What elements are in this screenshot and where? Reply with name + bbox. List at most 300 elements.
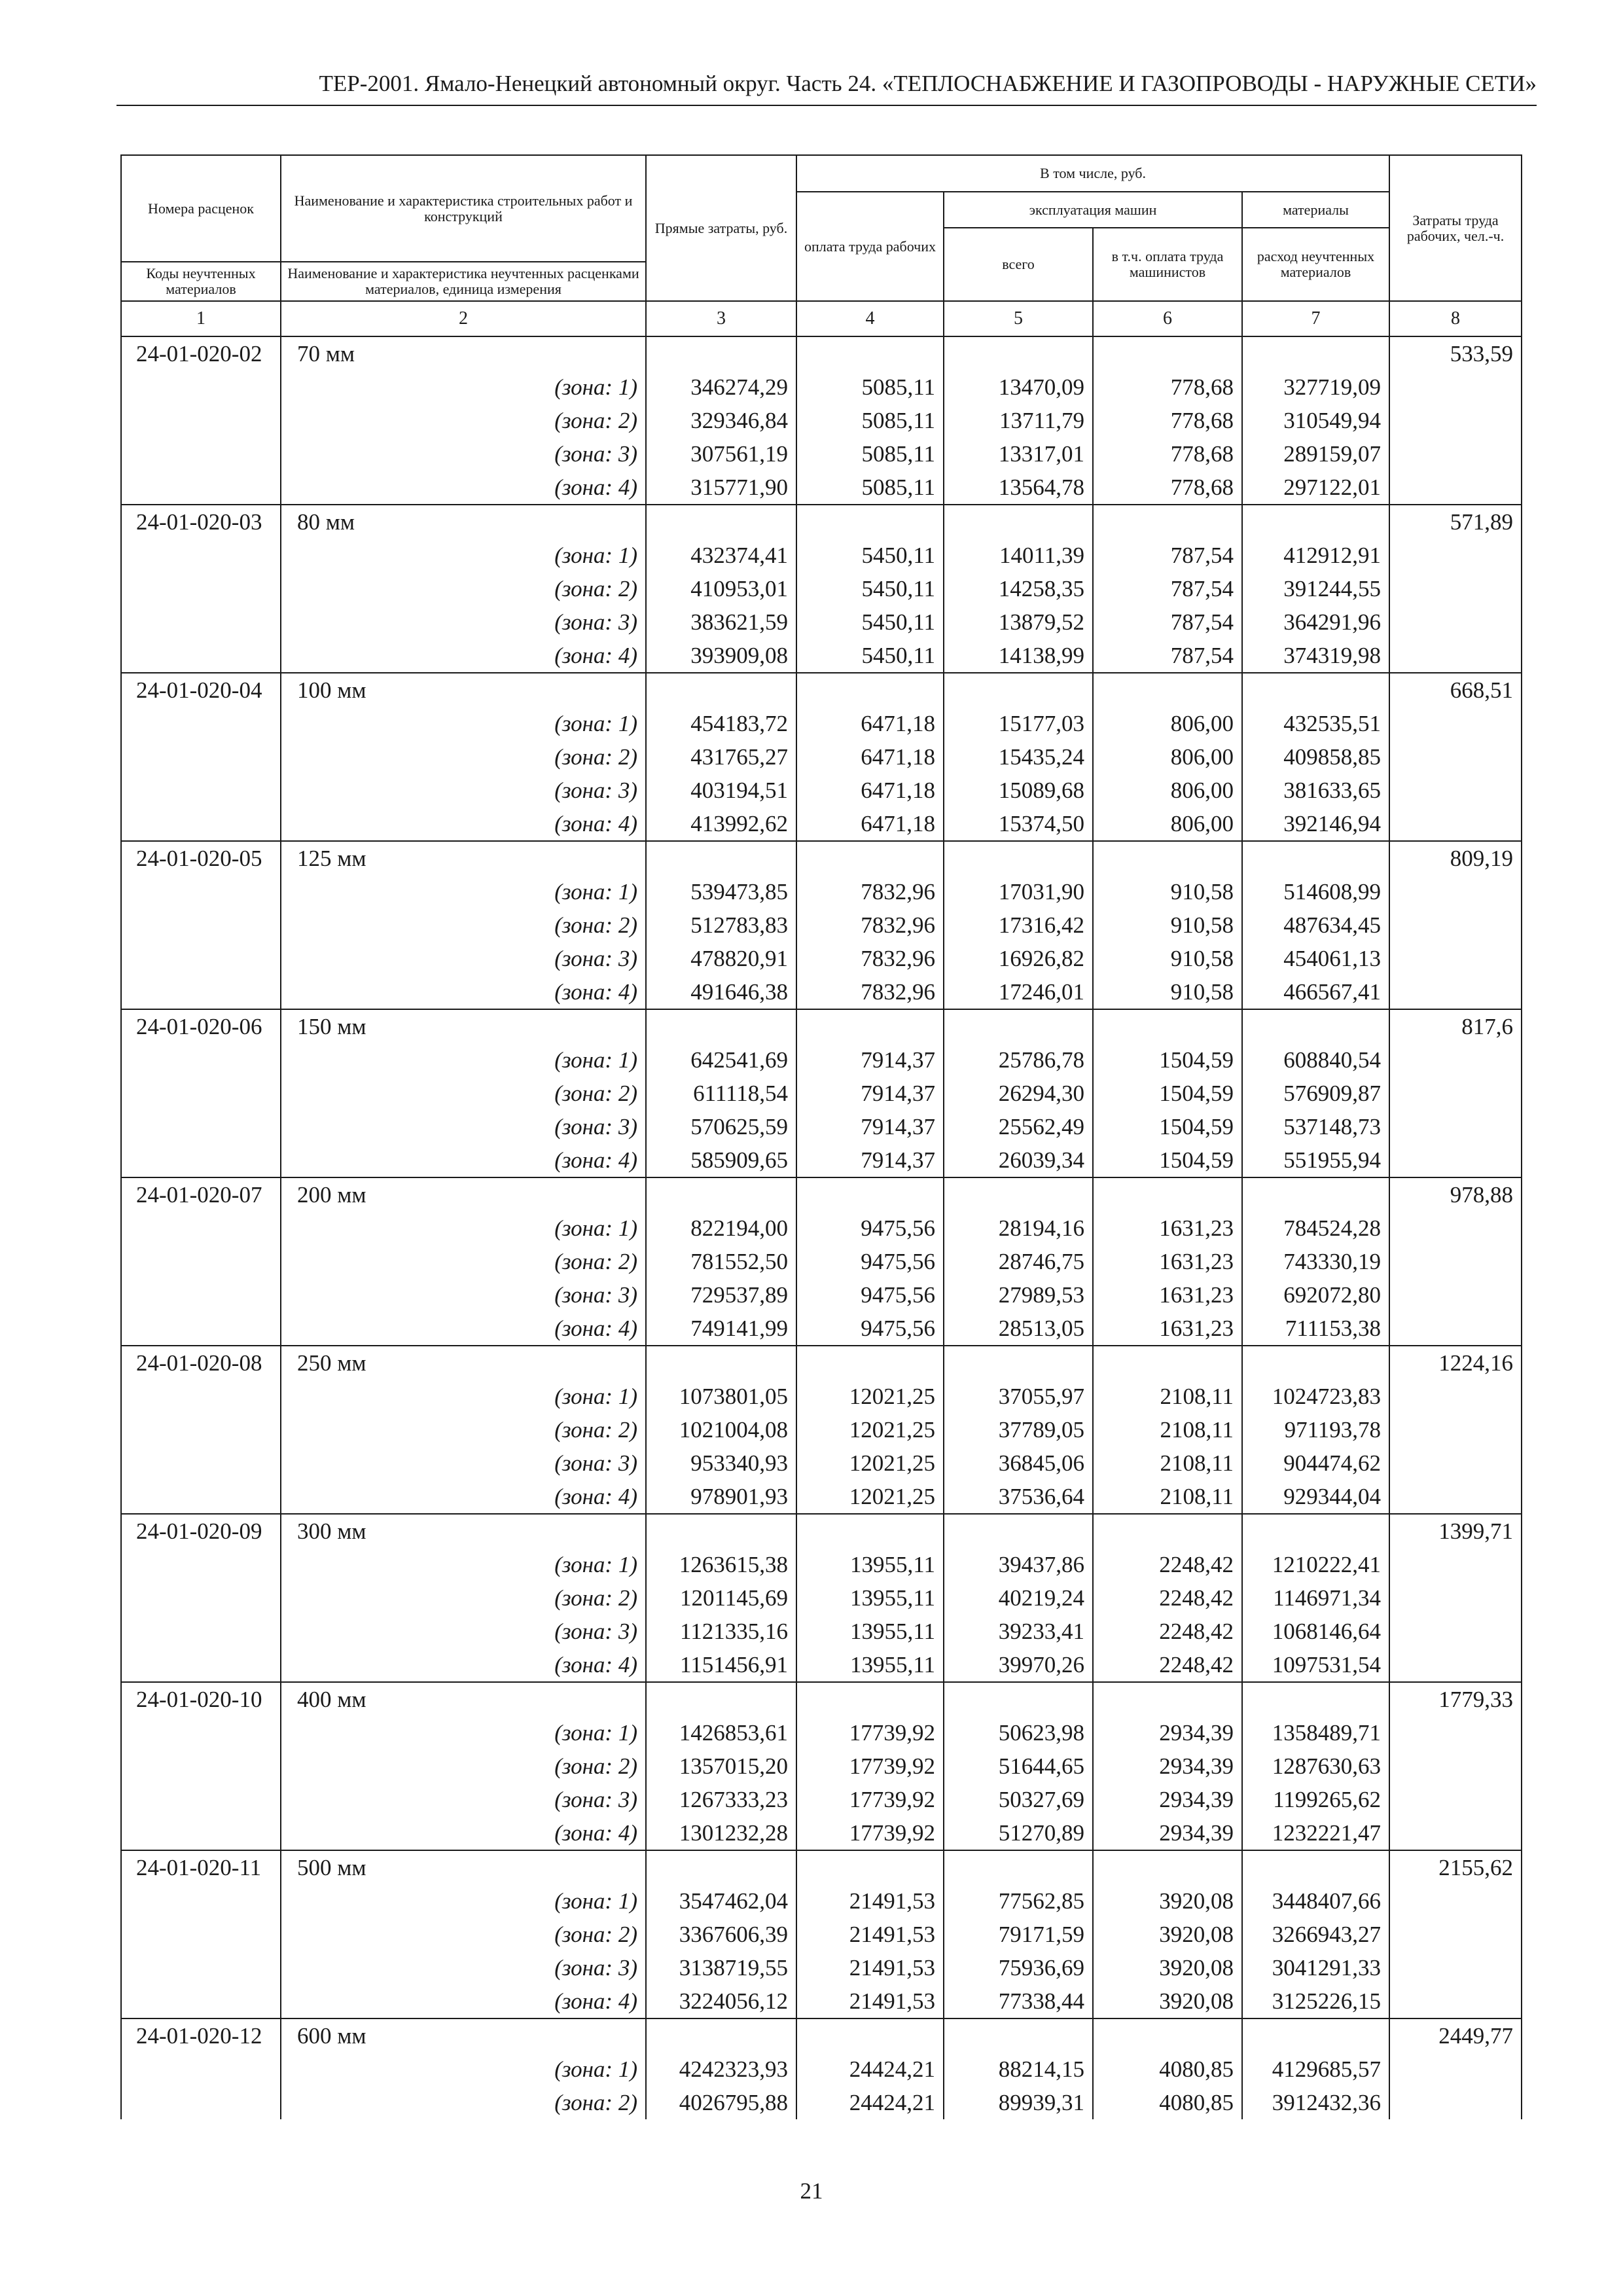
worker-pay: 5450,11: [796, 639, 944, 673]
operator-pay: 4080,85: [1093, 2086, 1242, 2119]
machines-total: 39233,41: [944, 1615, 1093, 1648]
materials-cost: 297122,01: [1242, 471, 1389, 505]
zone-label: (зона: 1): [281, 539, 646, 572]
operator-pay: 806,00: [1093, 774, 1242, 807]
empty-cell: [1389, 1278, 1522, 1312]
empty-cell: [121, 1043, 281, 1077]
empty-cell: [1242, 1514, 1389, 1548]
empty-cell: [796, 841, 944, 875]
table-body: [121, 336, 1522, 2119]
empty-cell: [121, 875, 281, 908]
empty-cell: [944, 505, 1093, 539]
direct-cost: 383621,59: [646, 605, 796, 639]
worker-pay: 12021,25: [796, 1380, 944, 1413]
empty-cell: [796, 1514, 944, 1548]
zone-label: (зона: 1): [281, 370, 646, 404]
zone-row: [121, 1816, 1522, 1850]
empty-cell: [121, 1278, 281, 1312]
direct-cost: 3547462,04: [646, 1884, 796, 1918]
empty-cell: [944, 1177, 1093, 1211]
empty-cell: [121, 539, 281, 572]
zone-row: [121, 807, 1522, 841]
zone-row: [121, 1211, 1522, 1245]
empty-cell: [1389, 875, 1522, 908]
empty-cell: [1389, 1245, 1522, 1278]
direct-cost: 978901,93: [646, 1480, 796, 1514]
operator-pay: 2934,39: [1093, 1783, 1242, 1816]
worker-pay: 6471,18: [796, 774, 944, 807]
column-number: 2: [281, 301, 646, 336]
direct-cost: 3367606,39: [646, 1918, 796, 1951]
operator-pay: 3920,08: [1093, 1884, 1242, 1918]
materials-cost: 1024723,83: [1242, 1380, 1389, 1413]
operator-pay: 2248,42: [1093, 1581, 1242, 1615]
rate-code: 24-01-020-12: [121, 2018, 281, 2053]
zone-row: [121, 370, 1522, 404]
empty-cell: [1389, 1749, 1522, 1783]
empty-cell: [1093, 673, 1242, 707]
materials-cost: 551955,94: [1242, 1143, 1389, 1177]
direct-cost: 1021004,08: [646, 1413, 796, 1446]
materials-cost: 327719,09: [1242, 370, 1389, 404]
machines-total: 50623,98: [944, 1716, 1093, 1749]
worker-pay: 17739,92: [796, 1716, 944, 1749]
zone-label: (зона: 3): [281, 437, 646, 471]
zone-row: [121, 1884, 1522, 1918]
materials-cost: 310549,94: [1242, 404, 1389, 437]
machines-total: 50327,69: [944, 1783, 1093, 1816]
zone-label: (зона: 2): [281, 1749, 646, 1783]
direct-cost: 1426853,61: [646, 1716, 796, 1749]
header-machines: эксплуатация машин: [944, 192, 1242, 228]
worker-pay: 24424,21: [796, 2053, 944, 2086]
empty-cell: [1389, 1716, 1522, 1749]
empty-cell: [646, 1009, 796, 1043]
direct-cost: 410953,01: [646, 572, 796, 605]
empty-cell: [1389, 942, 1522, 975]
empty-cell: [944, 2018, 1093, 2053]
rate-name: 500 мм: [281, 1850, 646, 1884]
rate-code: 24-01-020-03: [121, 505, 281, 539]
zone-row: [121, 539, 1522, 572]
rate-code: 24-01-020-07: [121, 1177, 281, 1211]
zone-label: (зона: 1): [281, 1043, 646, 1077]
labor-cost: 533,59: [1389, 336, 1522, 370]
machines-total: 77338,44: [944, 1984, 1093, 2018]
worker-pay: 21491,53: [796, 1984, 944, 2018]
rate-group-row: [121, 1850, 1522, 1884]
zone-row: [121, 707, 1522, 740]
zone-row: [121, 908, 1522, 942]
empty-cell: [1242, 505, 1389, 539]
empty-cell: [1389, 1783, 1522, 1816]
empty-cell: [796, 1177, 944, 1211]
zone-label: (зона: 3): [281, 942, 646, 975]
direct-cost: 403194,51: [646, 774, 796, 807]
worker-pay: 7832,96: [796, 975, 944, 1009]
header-col1-bottom: Коды неучтенных материалов: [121, 262, 281, 301]
column-number: 3: [646, 301, 796, 336]
zone-label: (зона: 4): [281, 1816, 646, 1850]
operator-pay: 1631,23: [1093, 1312, 1242, 1346]
operator-pay: 1504,59: [1093, 1143, 1242, 1177]
materials-cost: 374319,98: [1242, 639, 1389, 673]
labor-cost: 1224,16: [1389, 1346, 1522, 1380]
worker-pay: 7832,96: [796, 942, 944, 975]
empty-cell: [944, 673, 1093, 707]
column-number: 8: [1389, 301, 1522, 336]
empty-cell: [1093, 841, 1242, 875]
empty-cell: [121, 1480, 281, 1514]
header-col7: расход неучтенных материалов: [1242, 228, 1389, 301]
operator-pay: 3920,08: [1093, 1984, 1242, 2018]
empty-cell: [121, 471, 281, 505]
machines-total: 25562,49: [944, 1110, 1093, 1143]
empty-cell: [121, 1749, 281, 1783]
zone-row: [121, 1615, 1522, 1648]
zone-label: (зона: 4): [281, 1312, 646, 1346]
worker-pay: 9475,56: [796, 1211, 944, 1245]
machines-total: 79171,59: [944, 1918, 1093, 1951]
zone-row: [121, 740, 1522, 774]
empty-cell: [1389, 1043, 1522, 1077]
zone-label: (зона: 2): [281, 1077, 646, 1110]
rate-name: 300 мм: [281, 1514, 646, 1548]
zone-row: [121, 1749, 1522, 1783]
materials-cost: 364291,96: [1242, 605, 1389, 639]
empty-cell: [796, 2018, 944, 2053]
zone-label: (зона: 2): [281, 572, 646, 605]
operator-pay: 787,54: [1093, 639, 1242, 673]
operator-pay: 2934,39: [1093, 1716, 1242, 1749]
rate-name: 80 мм: [281, 505, 646, 539]
machines-total: 36845,06: [944, 1446, 1093, 1480]
empty-cell: [1242, 1346, 1389, 1380]
direct-cost: 1263615,38: [646, 1548, 796, 1581]
empty-cell: [1242, 673, 1389, 707]
empty-cell: [1389, 1110, 1522, 1143]
operator-pay: 910,58: [1093, 875, 1242, 908]
rate-group-row: [121, 2018, 1522, 2053]
empty-cell: [1389, 1884, 1522, 1918]
materials-cost: 537148,73: [1242, 1110, 1389, 1143]
empty-cell: [944, 336, 1093, 370]
worker-pay: 7832,96: [796, 908, 944, 942]
column-number: 4: [796, 301, 944, 336]
empty-cell: [121, 1380, 281, 1413]
rate-code: 24-01-020-06: [121, 1009, 281, 1043]
direct-cost: 539473,85: [646, 875, 796, 908]
operator-pay: 806,00: [1093, 807, 1242, 841]
operator-pay: 910,58: [1093, 942, 1242, 975]
zone-label: (зона: 3): [281, 774, 646, 807]
empty-cell: [1389, 437, 1522, 471]
empty-cell: [121, 572, 281, 605]
direct-cost: 953340,93: [646, 1446, 796, 1480]
worker-pay: 7914,37: [796, 1077, 944, 1110]
materials-cost: 1358489,71: [1242, 1716, 1389, 1749]
empty-cell: [646, 505, 796, 539]
zone-label: (зона: 4): [281, 1984, 646, 2018]
empty-cell: [1093, 1009, 1242, 1043]
rate-name: 100 мм: [281, 673, 646, 707]
machines-total: 40219,24: [944, 1581, 1093, 1615]
materials-cost: 381633,65: [1242, 774, 1389, 807]
operator-pay: 910,58: [1093, 908, 1242, 942]
column-number: 1: [121, 301, 281, 336]
empty-cell: [1389, 1413, 1522, 1446]
zone-label: (зона: 4): [281, 471, 646, 505]
empty-cell: [796, 1682, 944, 1716]
rate-group-row: [121, 1009, 1522, 1043]
operator-pay: 1504,59: [1093, 1043, 1242, 1077]
direct-cost: 1357015,20: [646, 1749, 796, 1783]
empty-cell: [1389, 1312, 1522, 1346]
operator-pay: 2108,11: [1093, 1380, 1242, 1413]
worker-pay: 17739,92: [796, 1749, 944, 1783]
machines-total: 17031,90: [944, 875, 1093, 908]
empty-cell: [1389, 1648, 1522, 1682]
rate-code: 24-01-020-08: [121, 1346, 281, 1380]
machines-total: 15089,68: [944, 774, 1093, 807]
empty-cell: [1242, 2018, 1389, 2053]
empty-cell: [646, 1682, 796, 1716]
operator-pay: 910,58: [1093, 975, 1242, 1009]
empty-cell: [1389, 2086, 1522, 2119]
machines-total: 15177,03: [944, 707, 1093, 740]
empty-cell: [121, 1581, 281, 1615]
empty-cell: [944, 1346, 1093, 1380]
worker-pay: 12021,25: [796, 1480, 944, 1514]
operator-pay: 2108,11: [1093, 1446, 1242, 1480]
empty-cell: [121, 1548, 281, 1581]
header-materials: материалы: [1242, 192, 1389, 228]
empty-cell: [796, 336, 944, 370]
worker-pay: 6471,18: [796, 807, 944, 841]
machines-total: 39970,26: [944, 1648, 1093, 1682]
zone-label: (зона: 2): [281, 908, 646, 942]
empty-cell: [796, 1850, 944, 1884]
worker-pay: 17739,92: [796, 1816, 944, 1850]
empty-cell: [121, 1648, 281, 1682]
zone-label: (зона: 2): [281, 2086, 646, 2119]
zone-label: (зона: 4): [281, 1143, 646, 1177]
worker-pay: 7832,96: [796, 875, 944, 908]
empty-cell: [646, 841, 796, 875]
worker-pay: 7914,37: [796, 1143, 944, 1177]
worker-pay: 13955,11: [796, 1548, 944, 1581]
rate-name: 200 мм: [281, 1177, 646, 1211]
rate-name: 150 мм: [281, 1009, 646, 1043]
empty-cell: [646, 1346, 796, 1380]
zone-row: [121, 1716, 1522, 1749]
empty-cell: [121, 1918, 281, 1951]
direct-cost: 3138719,55: [646, 1951, 796, 1984]
materials-cost: 971193,78: [1242, 1413, 1389, 1446]
zone-label: (зона: 3): [281, 1446, 646, 1480]
operator-pay: 1631,23: [1093, 1211, 1242, 1245]
operator-pay: 787,54: [1093, 605, 1242, 639]
rate-name: 600 мм: [281, 2018, 646, 2053]
empty-cell: [646, 2018, 796, 2053]
zone-label: (зона: 4): [281, 639, 646, 673]
empty-cell: [121, 2086, 281, 2119]
empty-cell: [1389, 774, 1522, 807]
empty-cell: [121, 1245, 281, 1278]
direct-cost: 4242323,93: [646, 2053, 796, 2086]
worker-pay: 17739,92: [796, 1783, 944, 1816]
operator-pay: 806,00: [1093, 740, 1242, 774]
empty-cell: [1389, 908, 1522, 942]
materials-cost: 576909,87: [1242, 1077, 1389, 1110]
machines-total: 39437,86: [944, 1548, 1093, 1581]
machines-total: 77562,85: [944, 1884, 1093, 1918]
zone-label: (зона: 3): [281, 1783, 646, 1816]
materials-cost: 487634,45: [1242, 908, 1389, 942]
zone-label: (зона: 3): [281, 1110, 646, 1143]
empty-cell: [121, 975, 281, 1009]
empty-cell: [1389, 1615, 1522, 1648]
materials-cost: 904474,62: [1242, 1446, 1389, 1480]
rate-group-row: [121, 1682, 1522, 1716]
rate-group-row: [121, 673, 1522, 707]
worker-pay: 21491,53: [796, 1918, 944, 1951]
operator-pay: 778,68: [1093, 437, 1242, 471]
zone-row: [121, 1480, 1522, 1514]
machines-total: 28513,05: [944, 1312, 1093, 1346]
machines-total: 14011,39: [944, 539, 1093, 572]
direct-cost: 781552,50: [646, 1245, 796, 1278]
zone-label: (зона: 1): [281, 707, 646, 740]
empty-cell: [121, 1211, 281, 1245]
machines-total: 28194,16: [944, 1211, 1093, 1245]
materials-cost: 3125226,15: [1242, 1984, 1389, 2018]
machines-total: 75936,69: [944, 1951, 1093, 1984]
machines-total: 15435,24: [944, 740, 1093, 774]
materials-cost: 1199265,62: [1242, 1783, 1389, 1816]
zone-label: (зона: 1): [281, 1380, 646, 1413]
zone-label: (зона: 1): [281, 1211, 646, 1245]
materials-cost: 454061,13: [1242, 942, 1389, 975]
worker-pay: 6471,18: [796, 707, 944, 740]
zone-row: [121, 471, 1522, 505]
empty-cell: [1389, 1816, 1522, 1850]
machines-total: 26294,30: [944, 1077, 1093, 1110]
empty-cell: [121, 639, 281, 673]
machines-total: 88214,15: [944, 2053, 1093, 2086]
rate-name: 400 мм: [281, 1682, 646, 1716]
empty-cell: [1389, 1480, 1522, 1514]
empty-cell: [1389, 807, 1522, 841]
direct-cost: 749141,99: [646, 1312, 796, 1346]
zone-row: [121, 2053, 1522, 2086]
empty-cell: [1389, 1984, 1522, 2018]
empty-cell: [121, 1446, 281, 1480]
empty-cell: [646, 336, 796, 370]
labor-cost: 668,51: [1389, 673, 1522, 707]
materials-cost: 392146,94: [1242, 807, 1389, 841]
rate-group-row: [121, 1346, 1522, 1380]
machines-total: 28746,75: [944, 1245, 1093, 1278]
worker-pay: 13955,11: [796, 1581, 944, 1615]
operator-pay: 778,68: [1093, 404, 1242, 437]
operator-pay: 806,00: [1093, 707, 1242, 740]
empty-cell: [1242, 336, 1389, 370]
empty-cell: [944, 1514, 1093, 1548]
empty-cell: [1242, 1177, 1389, 1211]
materials-cost: 3912432,36: [1242, 2086, 1389, 2119]
machines-total: 51270,89: [944, 1816, 1093, 1850]
empty-cell: [1389, 740, 1522, 774]
rate-code: 24-01-020-09: [121, 1514, 281, 1548]
zone-row: [121, 639, 1522, 673]
direct-cost: 1201145,69: [646, 1581, 796, 1615]
worker-pay: 12021,25: [796, 1446, 944, 1480]
machines-total: 17316,42: [944, 908, 1093, 942]
rate-code: 24-01-020-10: [121, 1682, 281, 1716]
labor-cost: 1399,71: [1389, 1514, 1522, 1548]
worker-pay: 5450,11: [796, 572, 944, 605]
empty-cell: [1093, 2018, 1242, 2053]
operator-pay: 1631,23: [1093, 1245, 1242, 1278]
empty-cell: [1389, 1548, 1522, 1581]
empty-cell: [121, 807, 281, 841]
header-col2-top: Наименование и характеристика строительных работ и конструкций: [281, 155, 646, 262]
direct-cost: 822194,00: [646, 1211, 796, 1245]
machines-total: 26039,34: [944, 1143, 1093, 1177]
zone-label: (зона: 1): [281, 875, 646, 908]
machines-total: 15374,50: [944, 807, 1093, 841]
worker-pay: 9475,56: [796, 1312, 944, 1346]
empty-cell: [944, 841, 1093, 875]
empty-cell: [1389, 605, 1522, 639]
empty-cell: [646, 1177, 796, 1211]
empty-cell: [121, 2053, 281, 2086]
empty-cell: [121, 774, 281, 807]
zone-row: [121, 404, 1522, 437]
rate-group-row: [121, 841, 1522, 875]
empty-cell: [1389, 471, 1522, 505]
zone-row: [121, 875, 1522, 908]
materials-cost: 711153,38: [1242, 1312, 1389, 1346]
materials-cost: 743330,19: [1242, 1245, 1389, 1278]
direct-cost: 346274,29: [646, 370, 796, 404]
zone-label: (зона: 1): [281, 1548, 646, 1581]
operator-pay: 2248,42: [1093, 1548, 1242, 1581]
empty-cell: [121, 1783, 281, 1816]
zone-row: [121, 942, 1522, 975]
operator-pay: 2934,39: [1093, 1749, 1242, 1783]
header-col6: в т.ч. оплата труда машинистов: [1093, 228, 1242, 301]
rate-group-row: [121, 1177, 1522, 1211]
zone-row: [121, 1648, 1522, 1682]
worker-pay: 5085,11: [796, 437, 944, 471]
header-rule: [116, 105, 1537, 106]
zone-row: [121, 572, 1522, 605]
empty-cell: [1242, 1850, 1389, 1884]
operator-pay: 1504,59: [1093, 1077, 1242, 1110]
operator-pay: 787,54: [1093, 572, 1242, 605]
labor-cost: 2449,77: [1389, 2018, 1522, 2053]
worker-pay: 5085,11: [796, 471, 944, 505]
empty-cell: [121, 908, 281, 942]
zone-label: (зона: 2): [281, 404, 646, 437]
worker-pay: 6471,18: [796, 740, 944, 774]
worker-pay: 9475,56: [796, 1278, 944, 1312]
empty-cell: [121, 605, 281, 639]
table-header: [121, 155, 1522, 336]
materials-cost: 3448407,66: [1242, 1884, 1389, 1918]
